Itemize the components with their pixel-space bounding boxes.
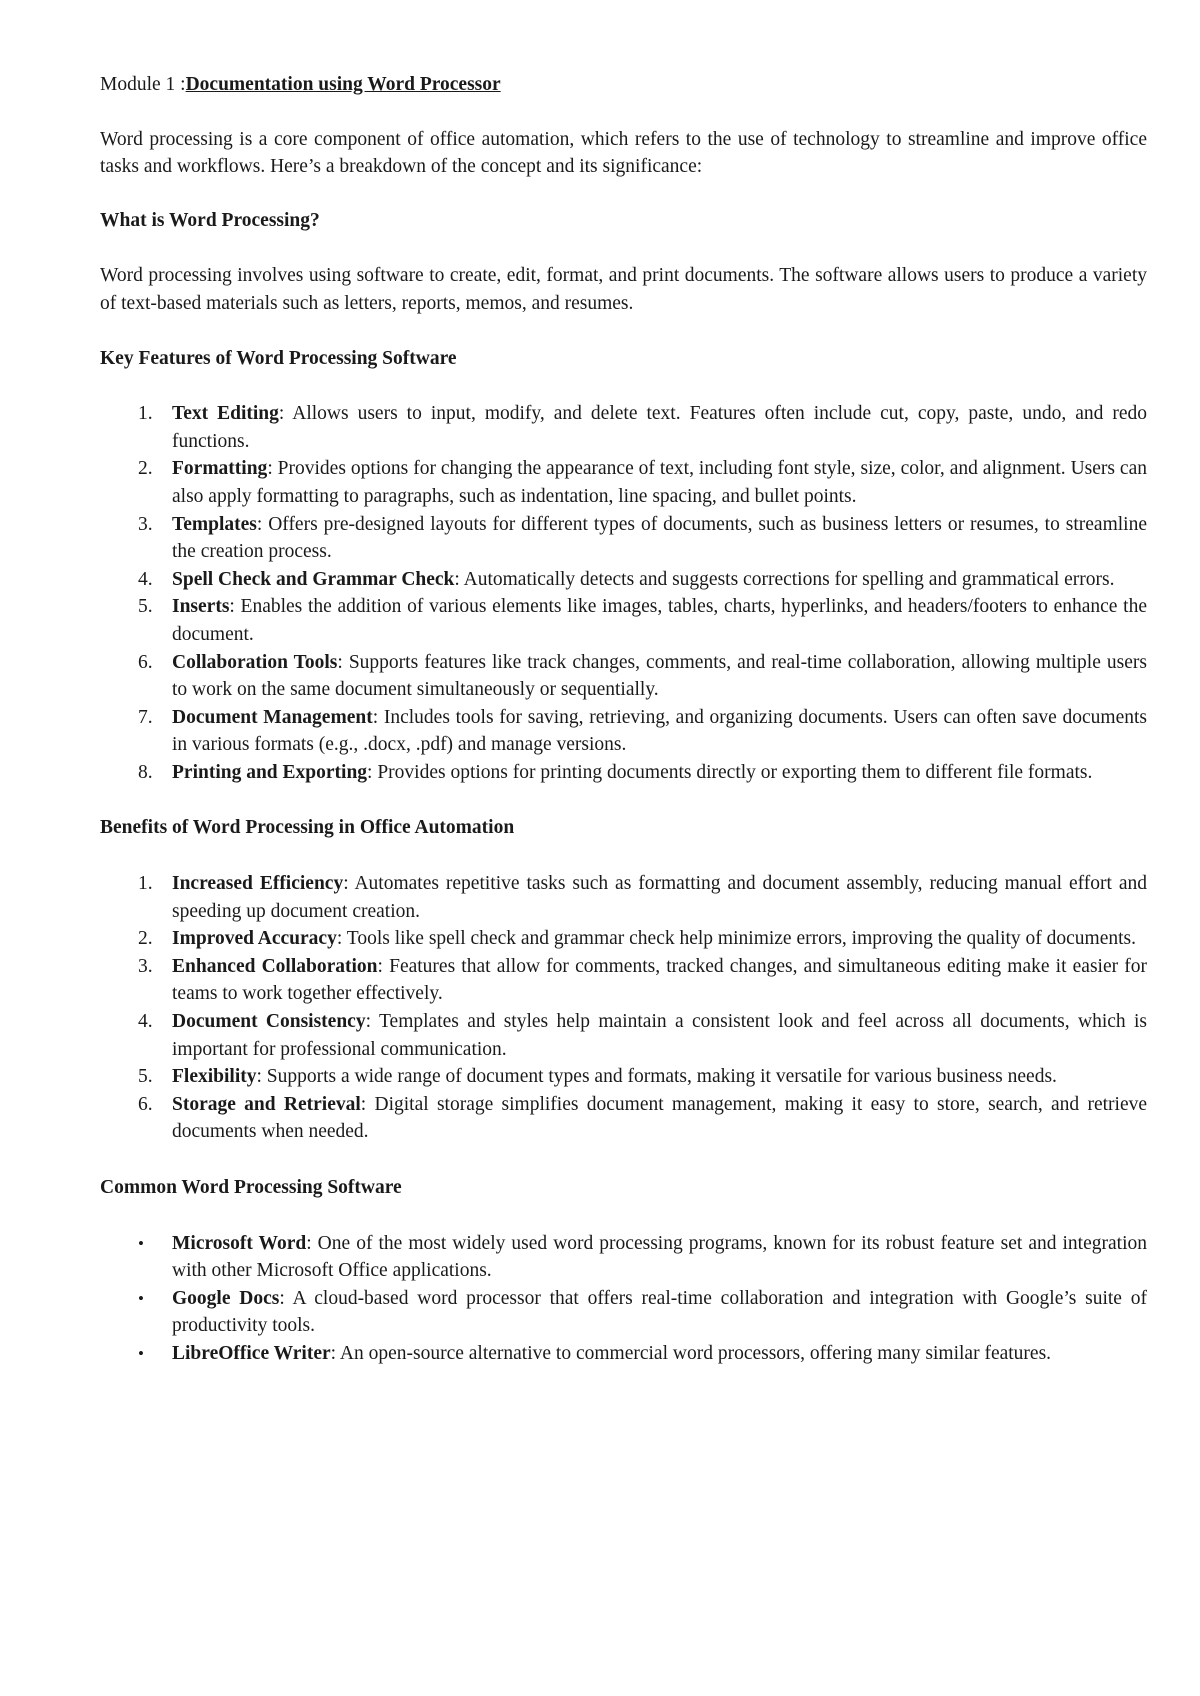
list-item [100,455,1147,510]
list-marker: 3. [138,955,153,977]
module-title-line [100,71,1147,99]
list-item [100,1230,1147,1285]
module-prefix: Module 1 : [100,74,186,95]
item-text: : Features that allow for comments, tracked changes, and simultaneous editing make it easier for teams to work together effectively. [172,955,1147,1005]
item-text: : Supports a wide range of document types and formats, making it versatile for various business needs. [256,1066,1057,1088]
list-item [100,704,1147,759]
item-term: Collaboration Tools [172,651,338,673]
list-item [100,1063,1147,1091]
list-item [100,759,1147,787]
item-term: Spell Check and Grammar Check [172,568,455,590]
item-text: : Supports features like track changes, comments, and real-time collaboration, allowing multiple users to work on the same document simultaneously or sequentially. [172,651,1148,701]
list-marker: 7. [138,706,153,728]
list-marker: 6. [138,1093,153,1115]
item-term: Document Consistency [172,1011,366,1033]
item-term: Templates [172,513,257,535]
module-title: Documentation using Word Processor [185,74,501,95]
item-term: Formatting [172,458,268,480]
item-term: Document Management [172,706,373,728]
list-marker: 5. [138,596,153,618]
item-text: : Provides options for printing documents directly or exporting them to different file formats. [367,761,1093,783]
item-text: : Automatically detects and suggests corrections for spelling and grammatical errors. [454,568,1115,590]
item-text: : A cloud-based word processor that offers real-time collaboration and integration with Google’s suite of productivity tools. [172,1287,1147,1337]
item-term: Enhanced Collaboration [172,955,378,977]
item-term: Improved Accuracy [172,928,337,950]
list-marker: 4. [138,1011,153,1033]
item-term: Storage and Retrieval [172,1093,361,1115]
item-text: : Provides options for changing the appearance of text, including font style, size, color, and alignment. Users can also apply formatting to paragraphs, such as indentation, line spacing, and bullet points. [172,458,1147,507]
item-text: : Tools like spell check and grammar check help minimize errors, improving the quality of documents. [336,928,1137,950]
list-item [100,649,1147,704]
bullet-icon: • [138,1288,144,1308]
document-page [100,71,1147,1396]
list-marker: 3. [138,513,153,535]
list-marker: 1. [138,403,153,425]
list-item [100,1285,1147,1340]
section-heading-software: Common Word Processing Software [100,1177,402,1198]
what-paragraph: Word processing involves using software to create, edit, format, and print documents. The software allows users to produce a variety of text-based materials such as letters, reports, memos, and resumes. [100,265,1147,314]
list-marker: 2. [138,458,153,480]
list-item [100,511,1147,566]
section-heading-features: Key Features of Word Processing Software [100,347,457,369]
item-term: Inserts [172,596,230,618]
list-marker: 1. [138,873,153,895]
list-item [100,400,1147,455]
item-text: : One of the most widely used word processing programs, known for its robust feature set and integration with other Microsoft Office applications. [172,1232,1147,1282]
item-text: : Enables the addition of various elements like images, tables, charts, hyperlinks, and headers/footers to enhance the document. [172,596,1147,645]
list-item [100,1091,1147,1146]
list-marker: 6. [138,651,153,673]
item-text: : Templates and styles help maintain a consistent look and feel across all documents, which is important for professional communication. [172,1011,1147,1060]
software-list [100,1230,1147,1368]
item-text: : Includes tools for saving, retrieving, and organizing documents. Users can often save documents in various formats (e.g., .docx, .pdf) and manage versions. [172,706,1147,756]
item-text: : An open-source alternative to commercial word processors, offering many similar features. [330,1342,1052,1364]
list-item [100,870,1147,925]
item-term: Microsoft Word [172,1232,307,1254]
item-term: Google Docs [172,1287,280,1309]
section-heading-benefits: Benefits of Word Processing in Office Automation [100,817,515,839]
list-marker: 5. [138,1066,153,1088]
list-marker: 8. [138,761,153,783]
list-item [100,593,1147,648]
list-marker: 4. [138,568,153,590]
item-term: Printing and Exporting [172,761,368,783]
bullet-icon: • [138,1233,144,1253]
list-item [100,1340,1147,1368]
list-item [100,566,1147,594]
item-term: Text Editing [172,403,279,425]
features-list [100,400,1147,786]
item-text: : Allows users to input, modify, and delete text. Features often include cut, copy, paste, undo, and redo functions. [172,403,1148,452]
item-term: Flexibility [172,1066,257,1088]
section-heading-what: What is Word Processing? [100,209,320,231]
intro-paragraph: Word processing is a core component of office automation, which refers to the use of technology to streamline and improve office tasks and workflows. Here’s a breakdown of the concept and its significance: [100,128,1147,178]
list-item [100,925,1147,953]
item-text: : Offers pre-designed layouts for different types of documents, such as business letters or resumes, to streamline the creation process. [172,513,1147,563]
item-text: : Digital storage simplifies document management, making it easy to store, search, and retrieve documents when needed. [172,1093,1148,1143]
list-marker: 2. [138,928,153,950]
item-term: Increased Efficiency [172,873,344,895]
benefits-list [100,870,1147,1146]
item-text: : Automates repetitive tasks such as formatting and document assembly, reducing manual effort and speeding up document creation. [172,873,1147,922]
bullet-icon: • [138,1343,144,1363]
list-item [100,1008,1147,1063]
list-item [100,953,1147,1008]
item-term: LibreOffice Writer [172,1342,331,1364]
